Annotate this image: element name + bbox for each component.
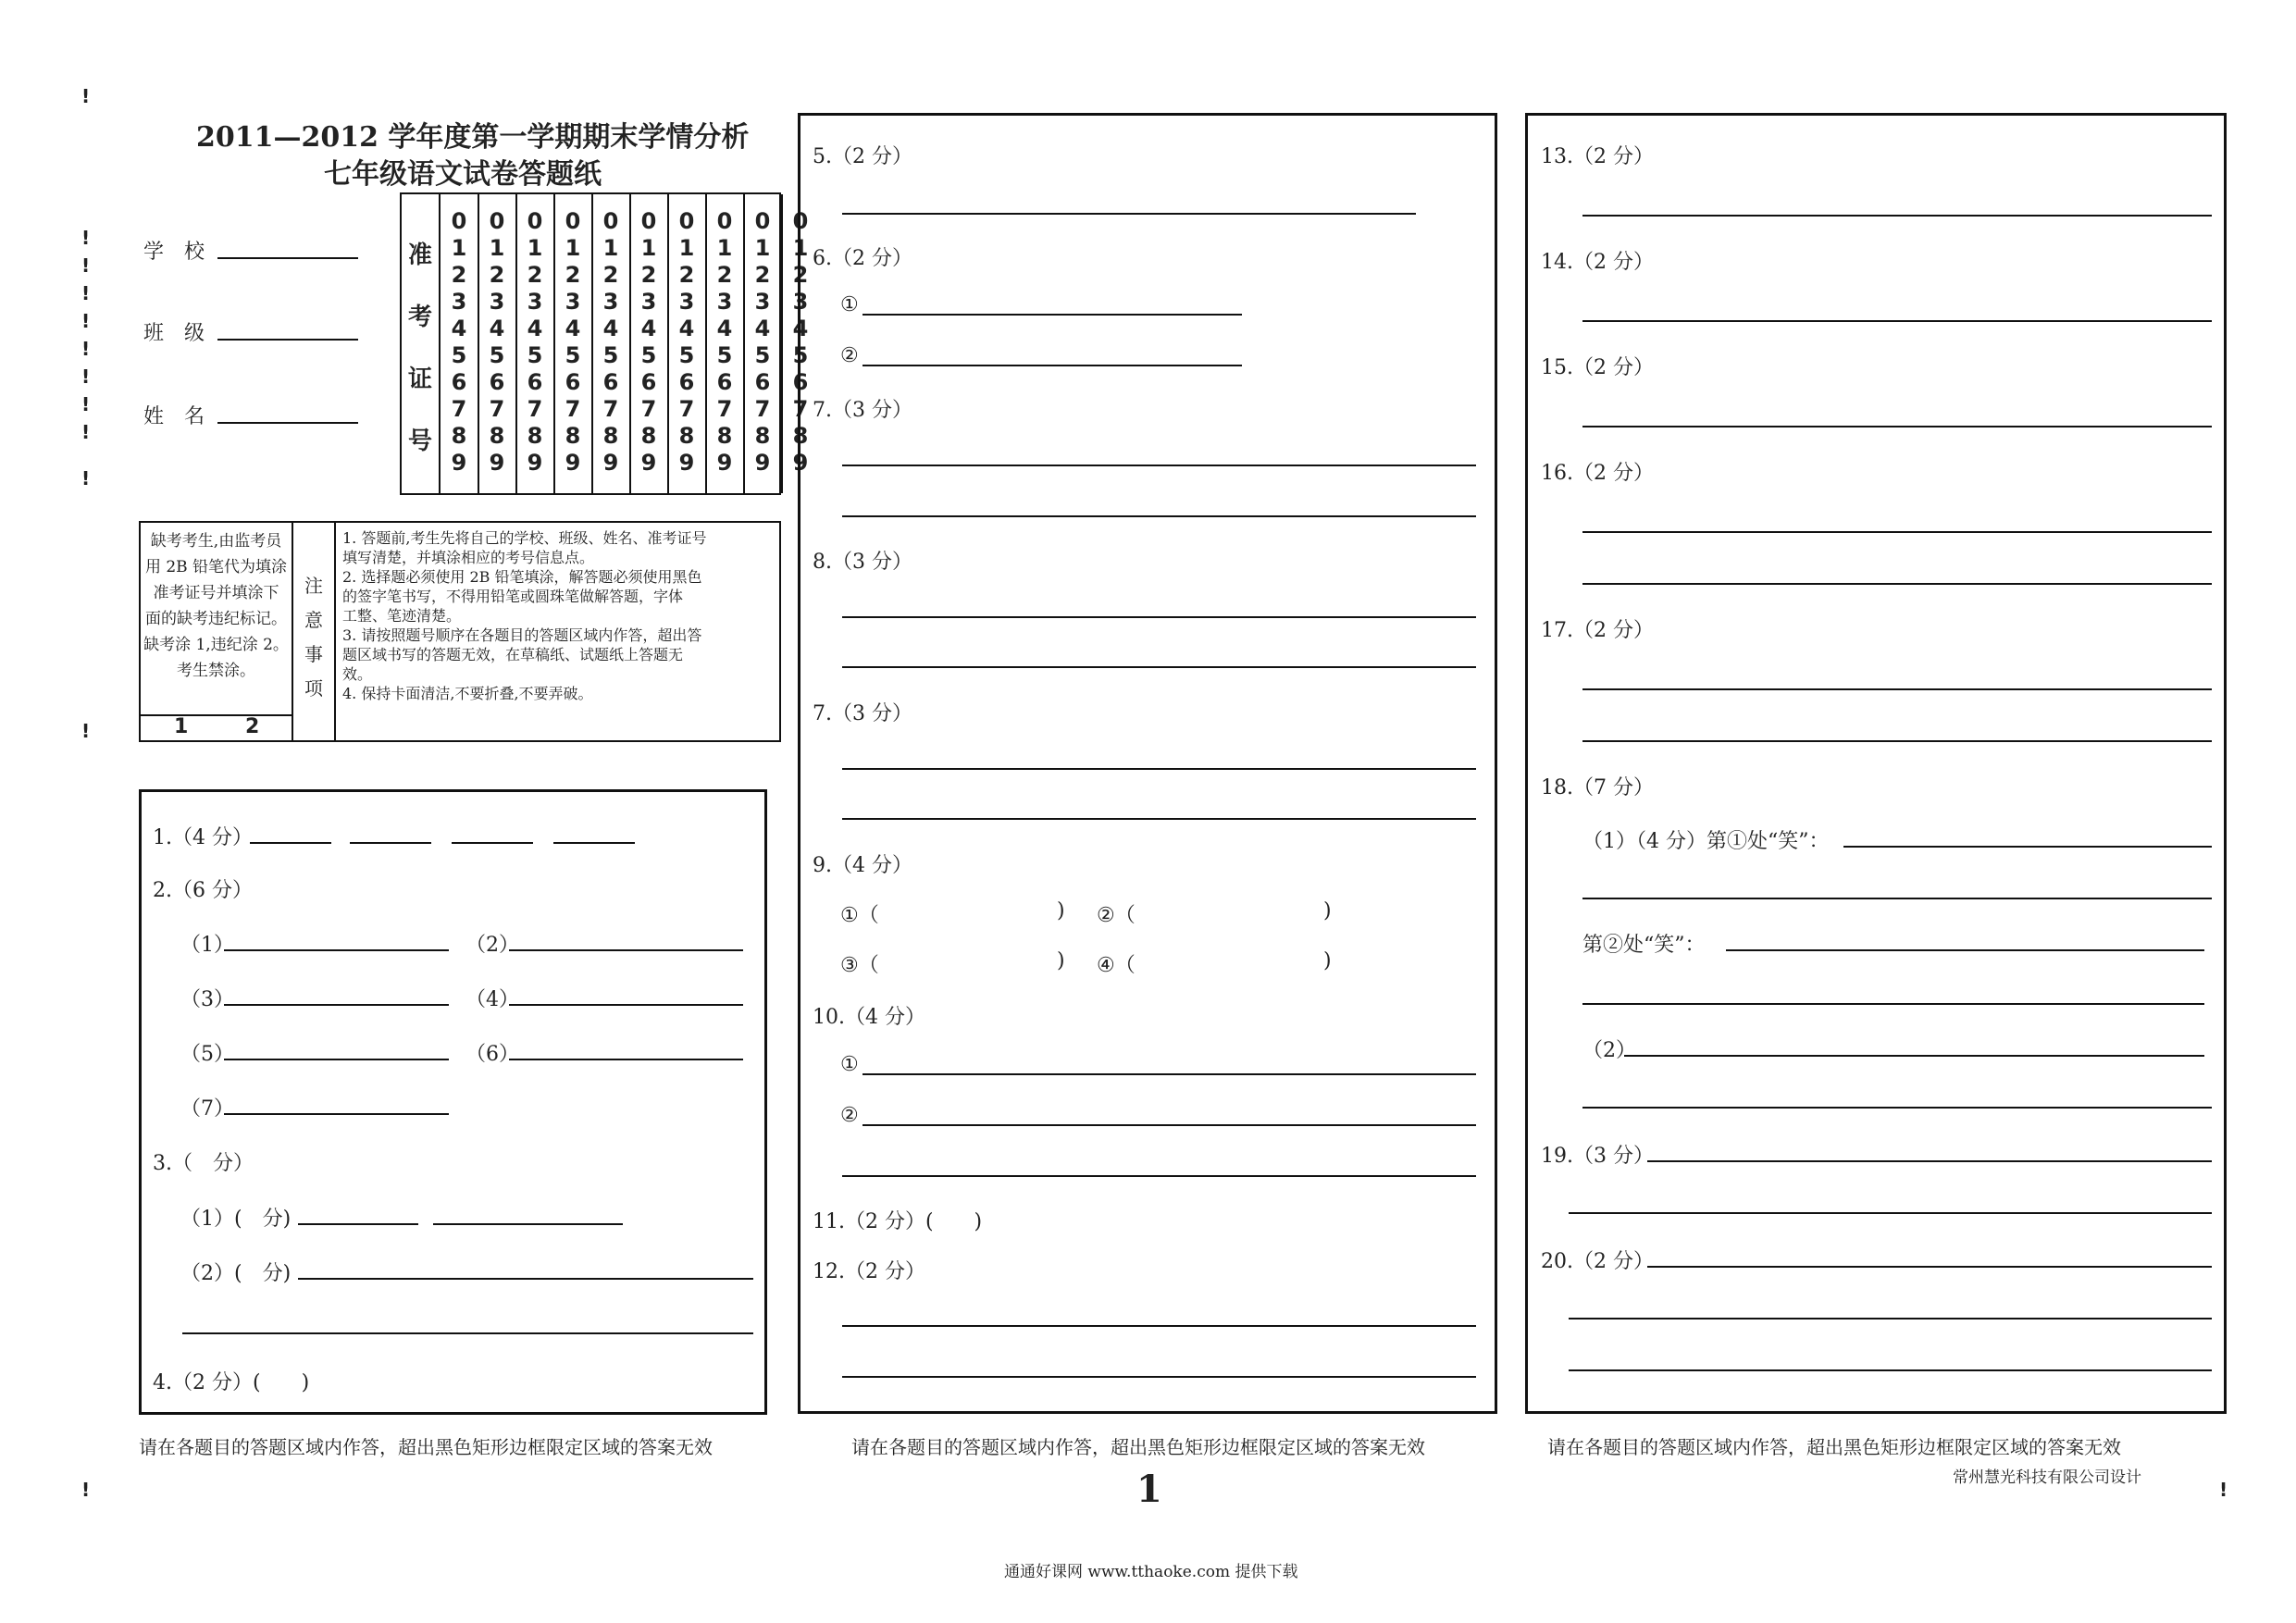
q2-blank-6[interactable] xyxy=(509,1059,743,1060)
exam-id-digit[interactable]: 1 xyxy=(602,235,619,261)
exam-id-digit[interactable]: 1 xyxy=(754,235,771,261)
absent-codes[interactable] xyxy=(141,714,293,740)
q3-1-blank-a[interactable] xyxy=(298,1223,418,1225)
q15-label: 15.（2 分） xyxy=(1541,356,1654,379)
exam-id-digit[interactable]: 8 xyxy=(754,423,771,449)
exam-id-digit[interactable]: 8 xyxy=(716,423,733,449)
exam-id-digit[interactable]: 9 xyxy=(602,450,619,476)
q9-3-open: ③（ xyxy=(840,954,879,977)
q16-blank-2[interactable] xyxy=(1582,583,2212,585)
exam-id-digit[interactable]: 1 xyxy=(565,235,581,261)
exam-id-digit[interactable]: 5 xyxy=(792,342,809,368)
exam-id-digit[interactable]: 3 xyxy=(527,289,543,315)
q7a-blank-2[interactable] xyxy=(842,515,1476,517)
region-warning: 请在各题目的答题区域内作答，超出黑色矩形边框限定区域的答案无效 xyxy=(851,1436,1425,1458)
q10-label: 10.（4 分） xyxy=(813,1006,925,1029)
exam-id-digit[interactable]: 4 xyxy=(754,316,771,341)
exam-id-digit[interactable]: 3 xyxy=(640,289,657,315)
q18-1-blank-a[interactable] xyxy=(1843,846,2212,848)
exam-id-digit[interactable]: 9 xyxy=(678,450,695,476)
violation-code-2[interactable]: 2 xyxy=(245,715,260,738)
exam-id-digit[interactable]: 9 xyxy=(451,450,467,476)
exam-id-column[interactable] xyxy=(668,194,707,493)
q2-part-label: （6） xyxy=(465,1043,519,1066)
exam-id-digit[interactable]: 1 xyxy=(716,235,733,261)
q10-2-blank[interactable] xyxy=(863,1124,1476,1126)
q14-blank[interactable] xyxy=(1582,320,2212,322)
q9-4-answer[interactable] xyxy=(1140,944,1316,977)
q18-1b-blank-b[interactable] xyxy=(1582,1003,2204,1005)
q2-blank-7[interactable] xyxy=(224,1113,449,1115)
name-field[interactable] xyxy=(217,422,358,424)
region-warning: 请在各题目的答题区域内作答，超出黑色矩形边框限定区域的答案无效 xyxy=(1547,1436,2121,1458)
margin-mark: ! xyxy=(81,1479,91,1501)
q18-2-label: （2） xyxy=(1582,1039,1636,1062)
q16-blank-1[interactable] xyxy=(1582,531,2212,533)
q8-blank-1[interactable] xyxy=(842,616,1476,618)
q1-blank-4[interactable] xyxy=(553,842,635,844)
q19-blank-b[interactable] xyxy=(1569,1212,2212,1214)
margin-mark: ! xyxy=(81,421,91,443)
exam-id-digit[interactable]: 2 xyxy=(451,262,467,288)
exam-id-digit[interactable]: 7 xyxy=(527,396,543,422)
exam-id-digit[interactable]: 6 xyxy=(602,369,619,395)
q20-blank-b[interactable] xyxy=(1569,1318,2212,1319)
exam-id-digit[interactable]: 0 xyxy=(754,208,771,234)
q10-1-blank[interactable] xyxy=(863,1073,1476,1075)
q1-label: 1.（4 分） xyxy=(153,826,253,849)
exam-id-digit[interactable]: 8 xyxy=(565,423,581,449)
exam-id-digit[interactable]: 6 xyxy=(716,369,733,395)
q6-1-blank[interactable] xyxy=(863,314,1242,316)
q6-2-blank[interactable] xyxy=(863,365,1242,366)
exam-id-digit[interactable]: 5 xyxy=(754,342,771,368)
exam-id-digit[interactable]: 0 xyxy=(451,208,467,234)
exam-id-digit[interactable]: 1 xyxy=(792,235,809,261)
q17-blank-1[interactable] xyxy=(1582,688,2212,690)
exam-id-digit[interactable]: 7 xyxy=(792,396,809,422)
q7b-blank-2[interactable] xyxy=(842,818,1476,820)
exam-id-digit[interactable]: 6 xyxy=(489,369,505,395)
exam-id-digit[interactable]: 5 xyxy=(678,342,695,368)
exam-id-digit[interactable]: 7 xyxy=(602,396,619,422)
exam-id-digit[interactable]: 8 xyxy=(489,423,505,449)
exam-id-digit[interactable]: 6 xyxy=(678,369,695,395)
exam-id-digit[interactable]: 5 xyxy=(451,342,467,368)
exam-id-digit[interactable]: 3 xyxy=(602,289,619,315)
absent-code-1[interactable]: 1 xyxy=(174,715,189,738)
exam-id-digit-columns[interactable] xyxy=(441,194,809,493)
exam-id-digit[interactable]: 3 xyxy=(678,289,695,315)
exam-id-digit[interactable]: 6 xyxy=(640,369,657,395)
exam-id-digit[interactable]: 7 xyxy=(754,396,771,422)
q13-label: 13.（2 分） xyxy=(1541,145,1654,168)
q2-part-label: （5） xyxy=(180,1043,234,1066)
q2-part-label: （2） xyxy=(465,934,519,957)
exam-id-digit[interactable]: 5 xyxy=(527,342,543,368)
q10-2-label: ② xyxy=(840,1104,859,1127)
q11-label: 11.（2 分）( ) xyxy=(813,1210,983,1233)
q3-part2-label: （2）( 分) xyxy=(180,1262,292,1285)
exam-id-digit[interactable]: 3 xyxy=(792,289,809,315)
exam-id-column[interactable] xyxy=(630,194,669,493)
exam-id-digit[interactable]: 5 xyxy=(489,342,505,368)
margin-mark: ! xyxy=(81,85,91,107)
q1-blank-2[interactable] xyxy=(350,842,431,844)
exam-id-digit[interactable]: 0 xyxy=(716,208,733,234)
q20-blank-c[interactable] xyxy=(1569,1369,2212,1371)
exam-id-digit[interactable]: 0 xyxy=(640,208,657,234)
q18-1-blank-b[interactable] xyxy=(1582,898,2212,899)
margin-mark: ! xyxy=(81,310,91,332)
exam-id-digit[interactable]: 1 xyxy=(489,235,505,261)
exam-id-digit[interactable]: 8 xyxy=(451,423,467,449)
q8-blank-2[interactable] xyxy=(842,666,1476,668)
margin-mark: ! xyxy=(81,720,91,742)
exam-id-digit[interactable]: 9 xyxy=(527,450,543,476)
exam-id-column[interactable] xyxy=(744,194,783,493)
q7b-blank-1[interactable] xyxy=(842,768,1476,770)
exam-id-digit[interactable]: 7 xyxy=(640,396,657,422)
exam-id-digit[interactable]: 1 xyxy=(678,235,695,261)
exam-id-digit[interactable]: 5 xyxy=(640,342,657,368)
exam-id-digit[interactable]: 2 xyxy=(716,262,733,288)
exam-id-digit[interactable]: 2 xyxy=(489,262,505,288)
margin-mark: ! xyxy=(81,393,91,415)
page-title: 2011—2012 学年度第一学期期末学情分析 xyxy=(196,121,750,154)
exam-id-digit[interactable]: 8 xyxy=(792,423,809,449)
exam-id-digit[interactable]: 8 xyxy=(602,423,619,449)
q2-blank-2[interactable] xyxy=(509,949,743,951)
designer-credit: 常州慧光科技有限公司设计 xyxy=(1953,1468,2141,1487)
exam-id-digit[interactable]: 6 xyxy=(792,369,809,395)
q10-1-label: ① xyxy=(840,1053,859,1076)
q10-blank-3[interactable] xyxy=(842,1175,1476,1177)
q19-label: 19.（3 分） xyxy=(1541,1145,1654,1168)
q4-label: 4.（2 分）( ) xyxy=(153,1371,310,1394)
q1-blank-3[interactable] xyxy=(452,842,533,844)
q9-3-close: ) xyxy=(1057,949,1065,973)
exam-id-digit[interactable]: 4 xyxy=(565,316,581,341)
q2-blank-3[interactable] xyxy=(224,1004,449,1006)
class-field[interactable] xyxy=(217,339,358,341)
exam-id-column[interactable] xyxy=(478,194,517,493)
q9-3-answer[interactable] xyxy=(884,944,1050,977)
exam-id-digit[interactable]: 2 xyxy=(792,262,809,288)
exam-id-digit[interactable]: 8 xyxy=(678,423,695,449)
margin-mark: ! xyxy=(81,338,91,360)
exam-id-digit[interactable]: 5 xyxy=(602,342,619,368)
exam-id-column[interactable] xyxy=(554,194,593,493)
q18-1-label: （1）（4 分）第①处“笑”： xyxy=(1582,830,1830,853)
exam-id-digit[interactable]: 9 xyxy=(565,450,581,476)
exam-id-digit[interactable]: 8 xyxy=(527,423,543,449)
exam-id-grid[interactable] xyxy=(400,192,809,495)
q3-label: 3.（ 分） xyxy=(153,1152,254,1175)
exam-id-digit[interactable]: 7 xyxy=(489,396,505,422)
q20-label: 20.（2 分） xyxy=(1541,1250,1654,1273)
exam-id-digit[interactable]: 7 xyxy=(716,396,733,422)
q12-blank-1[interactable] xyxy=(842,1325,1476,1327)
exam-id-digit[interactable]: 0 xyxy=(489,208,505,234)
exam-id-digit[interactable]: 2 xyxy=(527,262,543,288)
q3-2-blank-b[interactable] xyxy=(182,1332,753,1334)
q9-2-answer[interactable] xyxy=(1140,894,1316,927)
exam-id-digit[interactable]: 4 xyxy=(640,316,657,341)
q7a-blank-1[interactable] xyxy=(842,465,1476,466)
exam-id-digit[interactable]: 2 xyxy=(602,262,619,288)
school-field[interactable] xyxy=(217,257,358,259)
q3-1-blank-b[interactable] xyxy=(433,1223,623,1225)
q12-label: 12.（2 分） xyxy=(813,1260,925,1283)
q5-blank[interactable] xyxy=(842,213,1416,215)
q6-label: 6.（2 分） xyxy=(813,247,912,270)
exam-id-digit[interactable]: 1 xyxy=(640,235,657,261)
q2-blank-5[interactable] xyxy=(224,1059,449,1060)
exam-id-digit[interactable]: 3 xyxy=(565,289,581,315)
exam-id-digit[interactable]: 9 xyxy=(754,450,771,476)
q17-label: 17.（2 分） xyxy=(1541,619,1654,642)
q9-label: 9.（4 分） xyxy=(813,854,912,877)
exam-id-digit[interactable]: 3 xyxy=(489,289,505,315)
q1-blank-1[interactable] xyxy=(250,842,331,844)
q2-part-label: （3） xyxy=(180,988,234,1011)
notes-label: 注 意 事 项 xyxy=(293,523,336,740)
school-label: 学 校 xyxy=(143,241,205,264)
exam-id-digit[interactable]: 3 xyxy=(451,289,467,315)
exam-id-digit[interactable]: 1 xyxy=(527,235,543,261)
exam-id-digit[interactable]: 6 xyxy=(754,369,771,395)
answer-panel-3 xyxy=(1525,113,2227,1414)
q18-1b-blank-a[interactable] xyxy=(1726,949,2204,951)
absent-instructions: 缺考考生,由监考员 用 2B 铅笔代为填涂 准考证号并填涂下 面的缺考违纪标记。 缺考涂 1,违纪涂 2。 考生禁涂。 xyxy=(141,523,293,718)
margin-mark: ! xyxy=(81,227,91,249)
exam-id-digit[interactable]: 9 xyxy=(716,450,733,476)
q20-blank-a[interactable] xyxy=(1647,1266,2212,1268)
q18-2-blank-b[interactable] xyxy=(1582,1107,2212,1109)
margin-mark: ! xyxy=(81,282,91,304)
exam-id-column[interactable] xyxy=(592,194,631,493)
exam-id-digit[interactable]: 4 xyxy=(716,316,733,341)
exam-id-digit[interactable]: 4 xyxy=(792,316,809,341)
region-warning: 请在各题目的答题区域内作答，超出黑色矩形边框限定区域的答案无效 xyxy=(139,1436,713,1458)
notes-list: 1. 答题前,考生先将自己的学校、班级、姓名、准考证号 填写清楚，并填涂相应的考号信息点。 2. 选择题必须使用 2B 铅笔填涂，解答题必须使用黑色 的签字笔书写，不得用铅笔或圆珠笔做解答题，字体 工整、笔迹清楚。 3. 请按照题号顺序在各题目的答题区域内作答，超出答 题区域书写的答题无效，在草稿纸、试题纸上答题无 效。 4. 保持卡面清洁,不要折叠,不要弄破。 xyxy=(342,529,707,702)
exam-id-digit[interactable]: 4 xyxy=(451,316,467,341)
exam-id-digit[interactable]: 1 xyxy=(451,235,467,261)
exam-id-digit[interactable]: 4 xyxy=(678,316,695,341)
q9-1-answer[interactable] xyxy=(884,894,1050,927)
exam-id-digit[interactable]: 7 xyxy=(451,396,467,422)
exam-id-label: 准 考 证 号 xyxy=(402,194,441,493)
exam-id-column[interactable] xyxy=(441,194,479,493)
instructions-box xyxy=(139,521,781,742)
q2-blank-4[interactable] xyxy=(509,1004,743,1006)
q8-label: 8.（3 分） xyxy=(813,551,912,574)
q13-blank[interactable] xyxy=(1582,215,2212,217)
q2-part-label: （1） xyxy=(180,934,234,957)
q2-part-label: （4） xyxy=(465,988,519,1011)
exam-id-column[interactable] xyxy=(706,194,745,493)
q5-label: 5.（2 分） xyxy=(813,145,912,168)
exam-id-digit[interactable]: 3 xyxy=(716,289,733,315)
exam-id-digit[interactable]: 0 xyxy=(678,208,695,234)
q6-1-label: ① xyxy=(840,293,859,316)
exam-id-digit[interactable]: 2 xyxy=(640,262,657,288)
page-number: 1 xyxy=(1136,1468,1162,1511)
q18-1b-label: 第②处“笑”： xyxy=(1582,934,1706,957)
exam-id-digit[interactable]: 9 xyxy=(640,450,657,476)
exam-id-digit[interactable]: 2 xyxy=(565,262,581,288)
exam-id-digit[interactable]: 9 xyxy=(792,450,809,476)
exam-id-digit[interactable]: 2 xyxy=(678,262,695,288)
exam-id-digit[interactable]: 5 xyxy=(716,342,733,368)
q7b-label: 7.（3 分） xyxy=(813,702,912,725)
margin-mark: ! xyxy=(81,467,91,489)
exam-id-digit[interactable]: 5 xyxy=(565,342,581,368)
exam-id-digit[interactable]: 0 xyxy=(602,208,619,234)
q16-label: 16.（2 分） xyxy=(1541,462,1654,485)
exam-id-digit[interactable]: 6 xyxy=(565,369,581,395)
q9-4-open: ④（ xyxy=(1097,954,1136,977)
exam-id-digit[interactable]: 7 xyxy=(678,396,695,422)
exam-id-digit[interactable]: 9 xyxy=(489,450,505,476)
exam-id-digit[interactable]: 4 xyxy=(489,316,505,341)
q15-blank[interactable] xyxy=(1582,426,2212,427)
exam-id-digit[interactable]: 4 xyxy=(527,316,543,341)
q14-label: 14.（2 分） xyxy=(1541,251,1654,274)
page-subtitle: 七年级语文试卷答题纸 xyxy=(324,158,602,191)
exam-id-digit[interactable]: 0 xyxy=(565,208,581,234)
q19-blank-a[interactable] xyxy=(1647,1160,2212,1162)
exam-id-digit[interactable]: 4 xyxy=(602,316,619,341)
q18-label: 18.（7 分） xyxy=(1541,776,1654,799)
q9-2-close: ) xyxy=(1323,899,1332,923)
margin-mark: ! xyxy=(81,254,91,277)
exam-id-digit[interactable]: 2 xyxy=(754,262,771,288)
q18-2-blank-a[interactable] xyxy=(1624,1055,2204,1057)
q3-2-blank-a[interactable] xyxy=(298,1278,753,1280)
source-credit: 通通好课网 www.tthaoke.com 提供下载 xyxy=(1004,1563,1298,1581)
q17-blank-2[interactable] xyxy=(1582,740,2212,742)
exam-id-column[interactable] xyxy=(516,194,555,493)
margin-mark: ! xyxy=(2219,1479,2228,1501)
exam-id-digit[interactable]: 6 xyxy=(527,369,543,395)
q2-blank-1[interactable] xyxy=(224,949,449,951)
q9-2-open: ②（ xyxy=(1097,904,1136,927)
q9-1-open: ①（ xyxy=(840,904,879,927)
name-label: 姓 名 xyxy=(143,405,205,428)
q6-2-label: ② xyxy=(840,344,859,367)
exam-id-digit[interactable]: 8 xyxy=(640,423,657,449)
q2-part-label: （7） xyxy=(180,1097,234,1121)
q12-blank-2[interactable] xyxy=(842,1376,1476,1378)
exam-id-digit[interactable]: 0 xyxy=(792,208,809,234)
q9-1-close: ) xyxy=(1057,899,1065,923)
q9-4-close: ) xyxy=(1323,949,1332,973)
margin-mark: ! xyxy=(81,365,91,388)
q7a-label: 7.（3 分） xyxy=(813,399,912,422)
exam-id-digit[interactable]: 7 xyxy=(565,396,581,422)
q3-part1-label: （1）( 分) xyxy=(180,1208,292,1231)
exam-id-digit[interactable]: 3 xyxy=(754,289,771,315)
exam-id-digit[interactable]: 0 xyxy=(527,208,543,234)
q2-label: 2.（6 分） xyxy=(153,879,253,902)
class-label: 班 级 xyxy=(143,322,205,345)
exam-id-digit[interactable]: 6 xyxy=(451,369,467,395)
